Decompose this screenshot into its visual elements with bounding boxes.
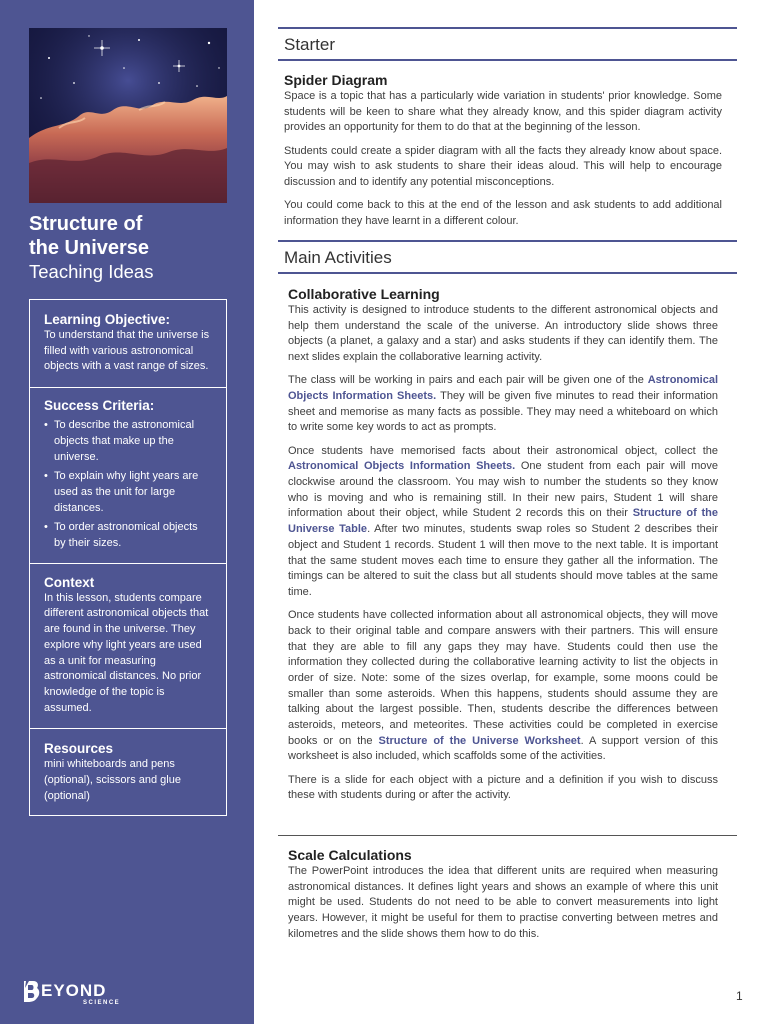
resources-section bbox=[30, 728, 226, 815]
lesson-subtitle: Teaching Ideas bbox=[29, 261, 154, 282]
success-criteria-heading: Success Criteria: bbox=[44, 398, 155, 414]
text-run: Once students have memorised facts about their astronomical object, collect the bbox=[288, 444, 718, 457]
lesson-title-line-1: Structure of bbox=[29, 213, 143, 235]
starter-paragraph: Space is a topic that has a particularly wide variation in students' prior knowledge. Some students will be keen to share what they already know, and this spider diagram activity provides an opportunity for them to do that at the beginning of the lesson. bbox=[284, 90, 722, 134]
success-criteria-item: • To explain why light years are used as the unit for large distances. bbox=[44, 469, 212, 516]
success-criteria-item: • To order astronomical objects by their sizes. bbox=[44, 520, 212, 551]
structure-universe-table-link[interactable]: Structure of the Universe Table bbox=[288, 507, 718, 536]
collaborative-paragraph-4 bbox=[288, 608, 718, 765]
section-divider bbox=[278, 835, 737, 836]
nebula-image bbox=[29, 28, 227, 203]
main-activities-heading: Main Activities bbox=[284, 248, 392, 267]
text-run: The class will be working in pairs and each pair will be given one of the bbox=[288, 374, 648, 387]
resources-heading: Resources bbox=[44, 741, 114, 757]
text-run: . After two minutes, students swap roles so Student 2 describes their object and Student 1 records. Student 1 will then move to the next table. It is important that the same student moves each time to ensure they gather all the information. The timings can be altered to suit the class but all students should move tables at the same time. bbox=[288, 523, 718, 598]
sidebar bbox=[0, 0, 254, 1024]
collaborative-learning-block bbox=[288, 285, 718, 804]
page-number: 1 bbox=[736, 989, 743, 1003]
spider-diagram-heading: Spider Diagram bbox=[284, 72, 388, 88]
resources-text: mini whiteboards and pens (optional), scissors and glue (optional) bbox=[44, 758, 181, 802]
lesson-title-line-2: the Universe bbox=[29, 237, 150, 259]
learning-objective-heading: Learning Objective: bbox=[44, 312, 171, 327]
starter-heading: Starter bbox=[284, 35, 336, 54]
starter-block bbox=[284, 71, 722, 230]
scale-calculations-paragraph: The PowerPoint introduces the idea that different units are required when measuring astronomical distances. It defines light years and shows an example of where this unit might be used. Students do not need to be able to convert measurements into light years. However, it might be useful for them to practise converting between metres and kilometres and the slide shows them how to do this. bbox=[288, 865, 718, 940]
success-criteria-list bbox=[44, 418, 212, 552]
context-text: In this lesson, students compare different astronomical objects that are found in the universe. They explore why light years are used as a unit for measuring astronomical distances. No prior knowledge of the topic is assumed. bbox=[44, 591, 209, 714]
starter-section-header bbox=[278, 27, 737, 61]
collaborative-learning-heading: Collaborative Learning bbox=[288, 286, 440, 302]
lesson-title-block bbox=[29, 212, 244, 284]
text-run: . A support version of this worksheet is also included, which scaffolds some of the activities. bbox=[288, 734, 718, 763]
logo-wordmark: EYOND bbox=[41, 981, 107, 1000]
collaborative-paragraph-5: There is a slide for each object with a picture and a definition if you wish to discuss these with students during or after the activity. bbox=[288, 773, 718, 802]
main-activities-section-header bbox=[278, 240, 737, 274]
lesson-info-box bbox=[29, 299, 227, 816]
collaborative-paragraph-3 bbox=[288, 444, 718, 601]
context-heading: Context bbox=[44, 574, 95, 590]
collaborative-paragraph-1: This activity is designed to introduce students to the different astronomical objects and help them understand the scale of the universe. An introductory slide shows three objects (a planet, a galaxy and a star) and asks students if they can identify them. The next slides explain the collaborative learning activity. bbox=[288, 304, 718, 364]
learning-objective-text: To understand that the universe is filled with various astronomical objects with a vast range of sizes. bbox=[44, 329, 210, 373]
starter-paragraph: Students could create a spider diagram with all the facts they already know about space. You may wish to ask students to share their ideas aloud. This will help to encourage discussion and to identify any potential misconceptions. bbox=[284, 144, 722, 189]
astronomical-objects-sheets-link[interactable]: Astronomical Objects Information Sheets. bbox=[288, 374, 718, 403]
text-run: They will be given five minutes to read their information sheet and memorise as many facts as possible. They may need a whiteboard on which to write some key words to act as prompts. bbox=[288, 390, 718, 434]
astronomical-objects-sheets-link[interactable]: Astronomical Objects Information Sheets. bbox=[288, 460, 516, 473]
structure-universe-worksheet-link[interactable]: Structure of the Universe Worksheet bbox=[378, 734, 581, 747]
context-section bbox=[30, 563, 226, 729]
starter-paragraph: You could come back to this at the end of the lesson and ask students to add additional information they have learnt in a different colour. bbox=[284, 199, 722, 227]
beyond-logo-b-icon bbox=[23, 980, 41, 1004]
text-run: One student from each pair will move clockwise around the classroom. You may wish to number the students so they know who is moving and who is remaining still. In their new pairs, Student 1 will share information about their object, while Student 2 records this on their bbox=[288, 460, 719, 520]
scale-calculations-heading: Scale Calculations bbox=[288, 847, 412, 863]
collaborative-paragraph-2 bbox=[288, 373, 718, 436]
learning-objective-section bbox=[30, 300, 226, 387]
logo-subtext: SCIENCE bbox=[83, 1000, 121, 1006]
success-criteria-section bbox=[30, 387, 226, 563]
success-criteria-item: • To describe the astronomical objects that make up the universe. bbox=[44, 418, 212, 465]
beyond-science-logo bbox=[23, 980, 133, 1008]
text-run: Once students have collected information about all astronomical objects, they will move back to their original table and compare answers with their partners. This will ensure that they are able to fill any gaps they may have. Students could then use the information they collected during the collaborative learning activity to list the objects in order of size. Note: some of the sizes overlap, for example, some moons could be smaller than some asteroids. When this happens, students should assume they are talking about the largest possible. Then, students describe the differences between asteroids, meteors, and meteorites. These activities could be completed in exercise books or on the bbox=[288, 609, 718, 747]
scale-calculations-block bbox=[288, 846, 718, 943]
